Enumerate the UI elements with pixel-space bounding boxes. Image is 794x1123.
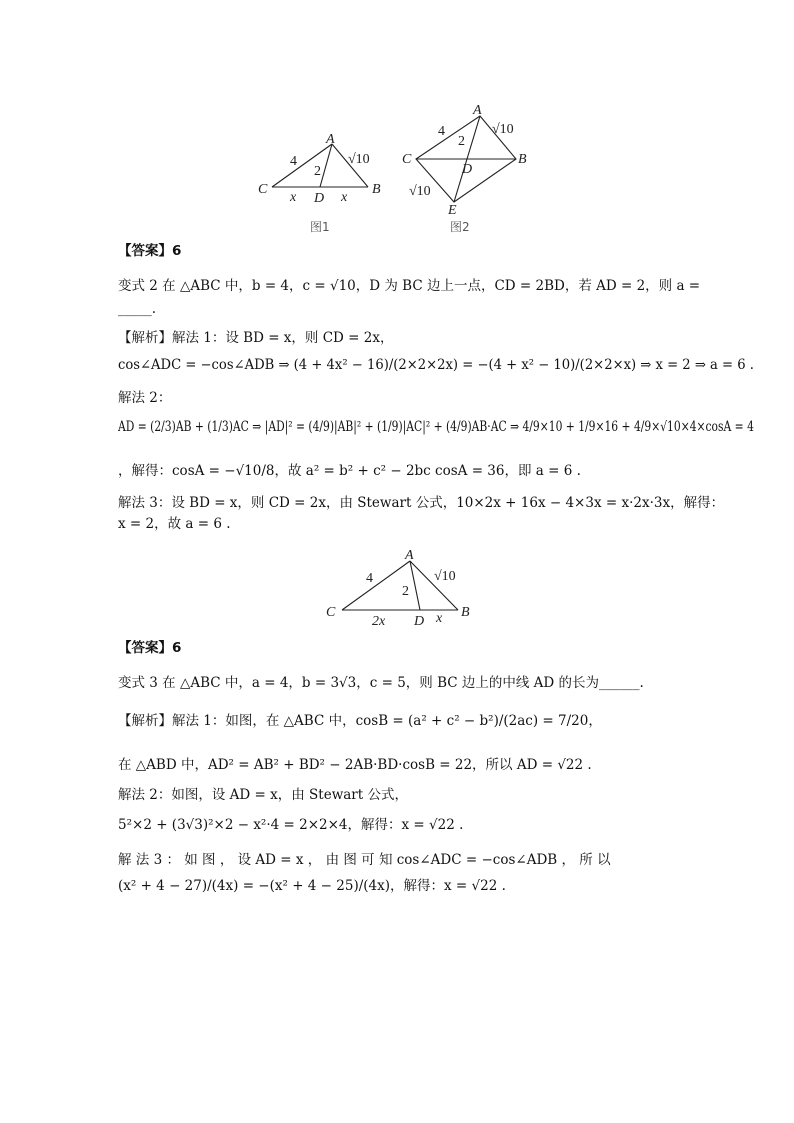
- figure-3: [310, 540, 490, 632]
- fig2-vertex-b: B: [518, 152, 527, 167]
- variant-3-method-3-formula: (x² + 4 − 27)/(4x) = −(x² + 4 − 25)/(4x)，解得：x = √22 .: [118, 878, 506, 894]
- answer-line: 【答案】6: [118, 243, 182, 259]
- figure-2: [396, 100, 536, 236]
- method-2-result: ，解得：cosA = −√10/8，故 a² = b² + c² − 2bc cosA = 36，即 a = 6 .: [118, 463, 581, 479]
- variant-3-method-1-result: 在 △ABD 中，AD² = AB² + BD² − 2AB·BD·cosB = 22，所以 AD = √22 .: [118, 757, 592, 773]
- fig1-vertex-b: B: [372, 182, 381, 197]
- method-3-stewart: 解法 3：设 BD = x，则 CD = 2x，由 Stewart 公式，10×2x + 16x − 4×3x = x·2x·3x，解得：: [118, 495, 725, 511]
- figure-1: [250, 130, 390, 236]
- fig2-median-label: 2: [458, 134, 465, 149]
- fig1-point-d: D: [314, 191, 325, 206]
- fig2-side-ab: √10: [492, 122, 514, 137]
- method-3-result: x = 2，故 a = 6 .: [118, 516, 231, 532]
- fig2-vertex-e: E: [448, 203, 457, 218]
- fig1-vertex-a: A: [326, 132, 335, 147]
- method-2-heading: 解法 2：: [118, 390, 172, 406]
- fig3-side-ab: √10: [434, 569, 456, 584]
- variant-3-method-1: 【解析】解法 1：如图，在 △ABC 中，cosB = (a² + c² − b²)/(2ac) = 7/20，: [118, 713, 602, 729]
- fig1-median-label: 2: [314, 164, 321, 179]
- fig3-side-ca: 4: [366, 571, 373, 586]
- fig3-vertex-c: C: [326, 605, 336, 620]
- fig3-seg-db: x: [436, 611, 443, 626]
- fig1-seg-cd: x: [290, 190, 297, 205]
- variant-2-problem: 变式 2 在 △ABC 中，b = 4，c = √10，D 为 BC 边上一点，CD = 2BD，若 AD = 2，则 a =: [118, 278, 701, 294]
- fig2-vertex-c: C: [402, 152, 412, 167]
- fig1-vertex-c: C: [258, 182, 268, 197]
- answer-line-2: 【答案】6: [118, 640, 182, 656]
- variant-3-method-2-formula: 5²×2 + (3√3)²×2 − x²·4 = 2×2×4，解得：x = √22 .: [118, 817, 464, 833]
- fig1-side-ca: 4: [290, 154, 297, 169]
- fig3-vertex-b: B: [461, 605, 470, 620]
- fig2-side-ce: √10: [409, 184, 431, 199]
- variant-3-method-2: 解法 2：如图，设 AD = x，由 Stewart 公式，: [118, 787, 408, 803]
- fig2-caption: 图2: [450, 220, 470, 234]
- fig1-side-ab: √10: [348, 152, 370, 167]
- variant-2-blank: _____.: [118, 301, 157, 317]
- fig3-seg-cd: 2x: [372, 614, 386, 629]
- fig2-point-d: D: [462, 162, 473, 177]
- fig3-median-label: 2: [402, 584, 409, 599]
- fig3-point-d: D: [414, 614, 425, 629]
- fig1-seg-db: x: [341, 190, 348, 205]
- fig1-caption: 图1: [310, 220, 330, 234]
- fig2-side-ca: 4: [438, 124, 445, 139]
- fig2-vertex-a: A: [473, 103, 482, 118]
- method-2-vector-formula: AD = (2/3)AB + (1/3)AC ⇒ |AD|² = (4/9)|AB|² + (1/9)|AC|² + (4/9)AB·AC ⇒ 4/9×10 + 1/9×16 + 4/9×√10×4×cosA = 4: [118, 419, 754, 435]
- fig3-vertex-a: A: [405, 548, 414, 563]
- method-1-formula: cos∠ADC = −cos∠ADB ⇒ (4 + 4x² − 16)/(2×2×2x) = −(4 + x² − 10)/(2×2×x) ⇒ x = 2 ⇒ a = 6 .: [118, 357, 754, 373]
- variant-3-method-3: 解 法 3 ： 如 图 ， 设 AD = x ， 由 图 可 知 cos∠ADC = −cos∠ADB ， 所 以: [118, 852, 611, 868]
- analysis-method-1: 【解析】解法 1：设 BD = x，则 CD = 2x，: [118, 330, 394, 346]
- variant-3-problem: 变式 3 在 △ABC 中，a = 4，b = 3√3，c = 5，则 BC 边上的中线 AD 的长为______.: [118, 675, 644, 691]
